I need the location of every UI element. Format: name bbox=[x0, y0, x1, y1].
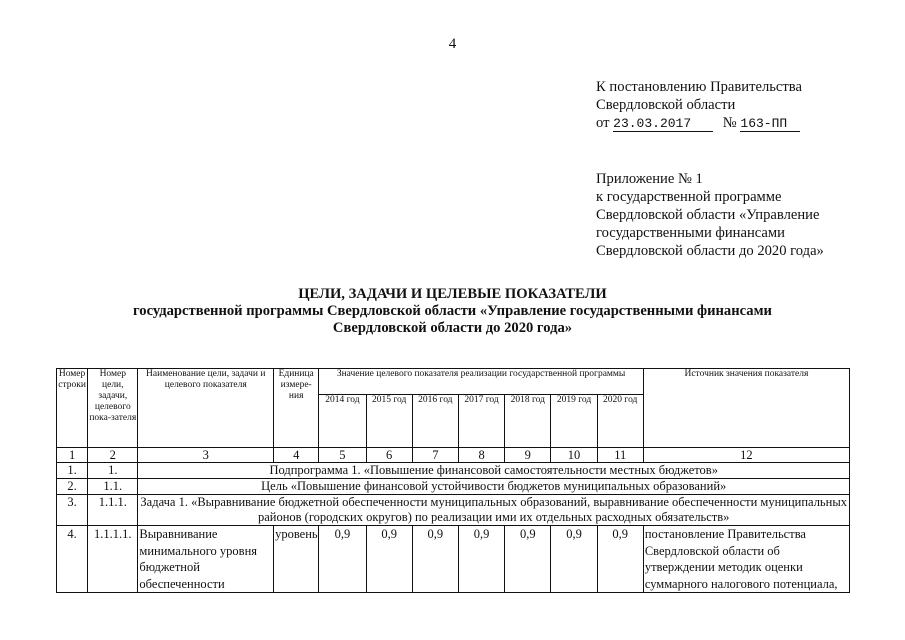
annex-line-4: государственными финансами bbox=[596, 225, 785, 241]
title-sub-1: государственной программы Свердловской области «Управление государственными финансами bbox=[133, 303, 772, 319]
header-goal-num: Номер цели, задачи, целевого пока-зателя bbox=[88, 369, 138, 448]
column-number: 5 bbox=[319, 448, 366, 463]
subprogram-text: Подпрограмма 1. «Повышение финансовой самостоятельности местных бюджетов» bbox=[138, 463, 850, 479]
column-number: 10 bbox=[551, 448, 597, 463]
value-cell: 0,9 bbox=[551, 526, 597, 593]
header-row-1 bbox=[57, 369, 850, 395]
header-row-num: Номер строки bbox=[57, 369, 88, 448]
header-unit: Единица измере-ния bbox=[274, 369, 319, 448]
decree-from-label: от bbox=[596, 115, 610, 131]
page-number: 4 bbox=[448, 36, 457, 52]
row-number: 4. bbox=[57, 526, 88, 593]
header-year: 2015 год bbox=[366, 395, 412, 448]
title-sub-2: Свердловской области до 2020 года» bbox=[332, 320, 573, 336]
header-year: 2020 год bbox=[597, 395, 643, 448]
value-cell: 0,9 bbox=[597, 526, 643, 593]
task-text: Задача 1. «Выравнивание бюджетной обеспеченности муниципальных образований, выравнивание обеспеченности муниципальных районов (городских округов) по реализации ими их отдельных расходных обязательств» bbox=[138, 495, 850, 526]
annex-line-1: Приложение № 1 bbox=[596, 171, 703, 187]
row-code: 1.1. bbox=[88, 479, 138, 495]
decree-line-1: К постановлению Правительства bbox=[596, 79, 802, 95]
value-cell: 0,9 bbox=[319, 526, 366, 593]
indicator-source: постановление Правительства Свердловской области об утверждении методик оценки суммарного налогового потенциала, bbox=[643, 526, 849, 593]
row-code: 1.1.1. bbox=[88, 495, 138, 526]
column-number: 6 bbox=[366, 448, 412, 463]
header-year: 2014 год bbox=[319, 395, 366, 448]
indicator-unit: уровень bbox=[274, 526, 319, 593]
header-year: 2016 год bbox=[412, 395, 458, 448]
header-year: 2019 год bbox=[551, 395, 597, 448]
column-number: 8 bbox=[458, 448, 504, 463]
table-row bbox=[57, 526, 850, 593]
value-cell: 0,9 bbox=[366, 526, 412, 593]
annex-line-3: Свердловской области «Управление bbox=[596, 207, 820, 223]
table-row bbox=[57, 495, 850, 526]
column-number: 2 bbox=[88, 448, 138, 463]
decree-number-label: № bbox=[722, 115, 737, 131]
table-row bbox=[57, 479, 850, 495]
goal-text: Цель «Повышение финансовой устойчивости бюджетов муниципальных образований» bbox=[138, 479, 850, 495]
row-code: 1.1.1.1. bbox=[88, 526, 138, 593]
value-cell: 0,9 bbox=[505, 526, 551, 593]
table-row bbox=[57, 463, 850, 479]
value-cell: 0,9 bbox=[458, 526, 504, 593]
value-cell: 0,9 bbox=[412, 526, 458, 593]
column-number: 3 bbox=[138, 448, 274, 463]
document-title bbox=[0, 286, 905, 337]
decree-line-2: Свердловской области bbox=[596, 97, 736, 113]
row-number: 3. bbox=[57, 495, 88, 526]
decree-date: 23.03.2017 bbox=[613, 117, 713, 132]
header-year: 2018 год bbox=[505, 395, 551, 448]
indicator-name: Выравнивание минимального уровня бюджетной обеспеченности bbox=[138, 526, 274, 593]
annex-line-2: к государственной программе bbox=[596, 189, 782, 205]
column-number-row bbox=[57, 448, 850, 463]
annex-reference bbox=[596, 170, 824, 260]
decree-reference bbox=[596, 78, 802, 132]
column-number: 7 bbox=[412, 448, 458, 463]
row-number: 1. bbox=[57, 463, 88, 479]
column-number: 12 bbox=[643, 448, 849, 463]
column-number: 1 bbox=[57, 448, 88, 463]
header-values: Значение целевого показателя реализации государственной программы bbox=[319, 369, 644, 395]
row-code: 1. bbox=[88, 463, 138, 479]
column-number: 11 bbox=[597, 448, 643, 463]
decree-date-line bbox=[596, 114, 802, 132]
decree-number: 163-ПП bbox=[740, 117, 800, 132]
header-year: 2017 год bbox=[458, 395, 504, 448]
header-name: Наименование цели, задачи и целевого показателя bbox=[138, 369, 274, 448]
column-number: 4 bbox=[274, 448, 319, 463]
column-number: 9 bbox=[505, 448, 551, 463]
header-source: Источник значения показателя bbox=[643, 369, 849, 448]
goals-table bbox=[56, 368, 850, 593]
annex-line-5: Свердловской области до 2020 года» bbox=[596, 243, 824, 259]
title-main: ЦЕЛИ, ЗАДАЧИ И ЦЕЛЕВЫЕ ПОКАЗАТЕЛИ bbox=[298, 286, 607, 302]
row-number: 2. bbox=[57, 479, 88, 495]
